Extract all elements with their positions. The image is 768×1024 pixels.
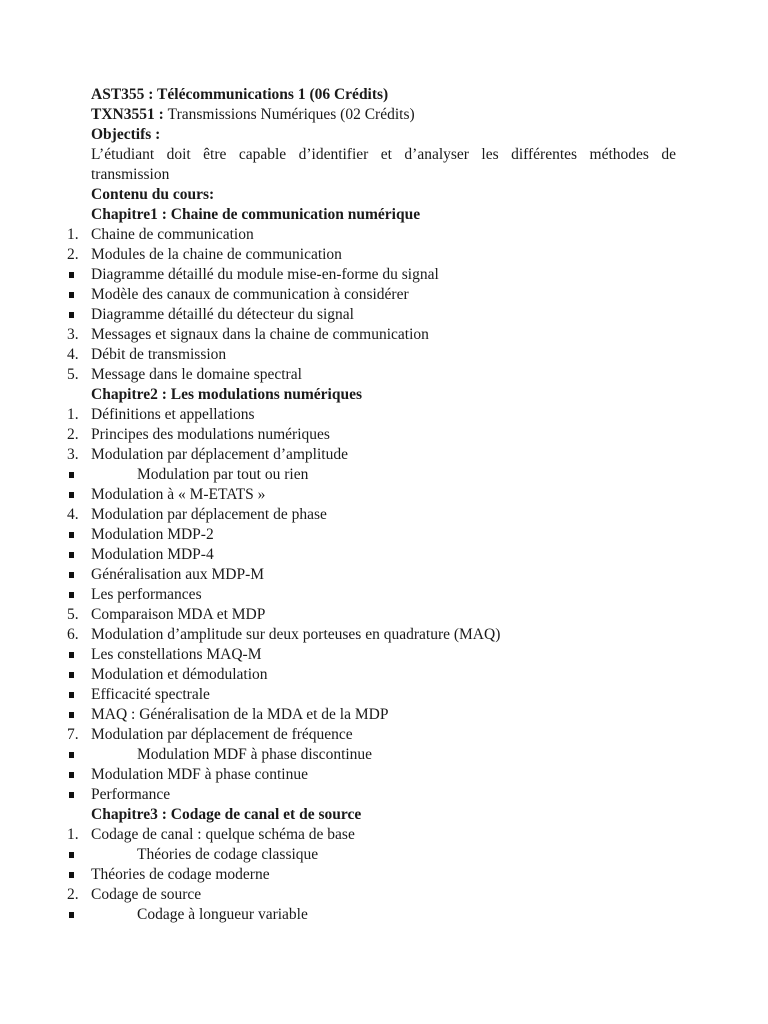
item-text: Modulation par déplacement de fréquence	[91, 726, 353, 743]
bullet-item	[91, 845, 676, 865]
bullet-item	[91, 565, 676, 585]
item-number: 2.	[67, 426, 79, 443]
bullet-item	[91, 745, 676, 765]
item-text: Les performances	[91, 586, 202, 603]
item-text: Performance	[91, 786, 171, 803]
numbered-item	[67, 245, 676, 265]
square-bullet-icon	[69, 692, 74, 698]
item-text: Modulation d’amplitude sur deux porteuses en quadrature (MAQ)	[91, 626, 501, 643]
bullet-item	[91, 465, 676, 485]
square-bullet-icon	[69, 312, 74, 318]
item-text: Modèle des canaux de communication à considérer	[91, 286, 409, 303]
numbered-item	[67, 505, 676, 525]
item-text: Modulation par déplacement d’amplitude	[91, 446, 348, 463]
bullet-item	[91, 265, 676, 285]
item-text: Théories de codage moderne	[91, 866, 270, 883]
course2-title: Transmissions Numériques (02 Crédits)	[167, 106, 415, 123]
course-outline-list	[67, 205, 676, 925]
bullet-item	[91, 645, 676, 665]
square-bullet-icon	[69, 472, 74, 478]
chapter-heading: Chapitre2 : Les modulations numériques	[91, 386, 362, 403]
item-text: Modules de la chaine de communication	[91, 246, 342, 263]
bullet-item	[91, 705, 676, 725]
bullet-item	[91, 865, 676, 885]
square-bullet-icon	[69, 852, 74, 858]
item-number: 7.	[67, 726, 79, 743]
item-number: 3.	[67, 326, 79, 343]
square-bullet-icon	[69, 652, 74, 658]
square-bullet-icon	[69, 792, 74, 798]
item-text: Comparaison MDA et MDP	[91, 606, 266, 623]
square-bullet-icon	[69, 492, 74, 498]
bullet-item	[91, 905, 676, 925]
objectives-label: Objectifs :	[91, 126, 161, 143]
item-number: 1.	[67, 226, 79, 243]
numbered-item	[67, 405, 676, 425]
numbered-item	[67, 885, 676, 905]
bullet-item	[91, 485, 676, 505]
numbered-item	[67, 365, 676, 385]
item-text: Messages et signaux dans la chaine de communication	[91, 326, 429, 343]
item-text: Modulation par déplacement de phase	[91, 506, 327, 523]
item-number: 5.	[67, 366, 79, 383]
item-text: Modulation à « M-ETATS »	[91, 486, 266, 503]
content-label: Contenu du cours:	[91, 186, 215, 203]
chapter-heading: Chapitre3 : Codage de canal et de source	[91, 806, 362, 823]
numbered-item	[67, 345, 676, 365]
square-bullet-icon	[69, 772, 74, 778]
item-text: Principes des modulations numériques	[91, 426, 330, 443]
item-number: 2.	[67, 246, 79, 263]
square-bullet-icon	[69, 272, 74, 278]
square-bullet-icon	[69, 712, 74, 718]
item-text: Diagramme détaillé du détecteur du signal	[91, 306, 354, 323]
item-text: Modulation par tout ou rien	[137, 466, 309, 483]
bullet-item	[91, 285, 676, 305]
square-bullet-icon	[69, 592, 74, 598]
numbered-item	[67, 225, 676, 245]
course2-line	[91, 105, 676, 125]
item-text: Efficacité spectrale	[91, 686, 210, 703]
square-bullet-icon	[69, 552, 74, 558]
item-text: Définitions et appellations	[91, 406, 255, 423]
item-text: MAQ : Généralisation de la MDA et de la MDP	[91, 706, 389, 723]
item-number: 4.	[67, 346, 79, 363]
objectives-text-line2: transmission	[91, 166, 170, 183]
square-bullet-icon	[69, 872, 74, 878]
numbered-item	[67, 425, 676, 445]
item-text: Modulation MDF à phase continue	[91, 766, 308, 783]
item-text: Théories de codage classique	[137, 846, 319, 863]
square-bullet-icon	[69, 292, 74, 298]
item-text: Débit de transmission	[91, 346, 227, 363]
square-bullet-icon	[69, 752, 74, 758]
chapter-heading: Chapitre1 : Chaine de communication numérique	[91, 206, 421, 223]
square-bullet-icon	[69, 672, 74, 678]
item-text: Modulation MDP-4	[91, 546, 214, 563]
item-number: 2.	[67, 886, 79, 903]
numbered-item	[67, 445, 676, 465]
course1-line	[91, 85, 676, 105]
item-number: 4.	[67, 506, 79, 523]
item-text: Codage à longueur variable	[137, 906, 308, 923]
numbered-item	[67, 825, 676, 845]
item-text: Chaine de communication	[91, 226, 254, 243]
item-text: Généralisation aux MDP-M	[91, 566, 265, 583]
item-text: Les constellations MAQ-M	[91, 646, 262, 663]
item-number: 5.	[67, 606, 79, 623]
bullet-item	[91, 785, 676, 805]
numbered-item	[67, 605, 676, 625]
bullet-item	[91, 665, 676, 685]
item-text: Modulation MDP-2	[91, 526, 214, 543]
course2-code: TXN3551 :	[91, 106, 168, 123]
square-bullet-icon	[69, 532, 74, 538]
item-text: Modulation MDF à phase discontinue	[137, 746, 373, 763]
item-number: 1.	[67, 826, 79, 843]
numbered-item	[67, 725, 676, 745]
bullet-item	[91, 305, 676, 325]
numbered-item	[67, 625, 676, 645]
bullet-item	[91, 765, 676, 785]
bullet-item	[91, 545, 676, 565]
bullet-item	[91, 525, 676, 545]
item-text: Codage de canal : quelque schéma de base	[91, 826, 355, 843]
square-bullet-icon	[69, 572, 74, 578]
item-number: 1.	[67, 406, 79, 423]
item-text: Modulation et démodulation	[91, 666, 268, 683]
course1-code: AST355 :	[91, 86, 158, 103]
item-text: Message dans le domaine spectral	[91, 366, 302, 383]
objectives-text-line1: L’étudiant doit être capable d’identifier et d’analyser les différentes méthodes de	[91, 146, 676, 163]
syllabus-content	[67, 85, 676, 925]
item-text: Codage de source	[91, 886, 202, 903]
bullet-item	[91, 685, 676, 705]
item-number: 3.	[67, 446, 79, 463]
course1-title: Télécommunications 1 (06 Crédits)	[157, 86, 389, 103]
bullet-item	[91, 585, 676, 605]
square-bullet-icon	[69, 912, 74, 918]
numbered-item	[67, 325, 676, 345]
item-text: Diagramme détaillé du module mise-en-forme du signal	[91, 266, 439, 283]
item-number: 6.	[67, 626, 79, 643]
